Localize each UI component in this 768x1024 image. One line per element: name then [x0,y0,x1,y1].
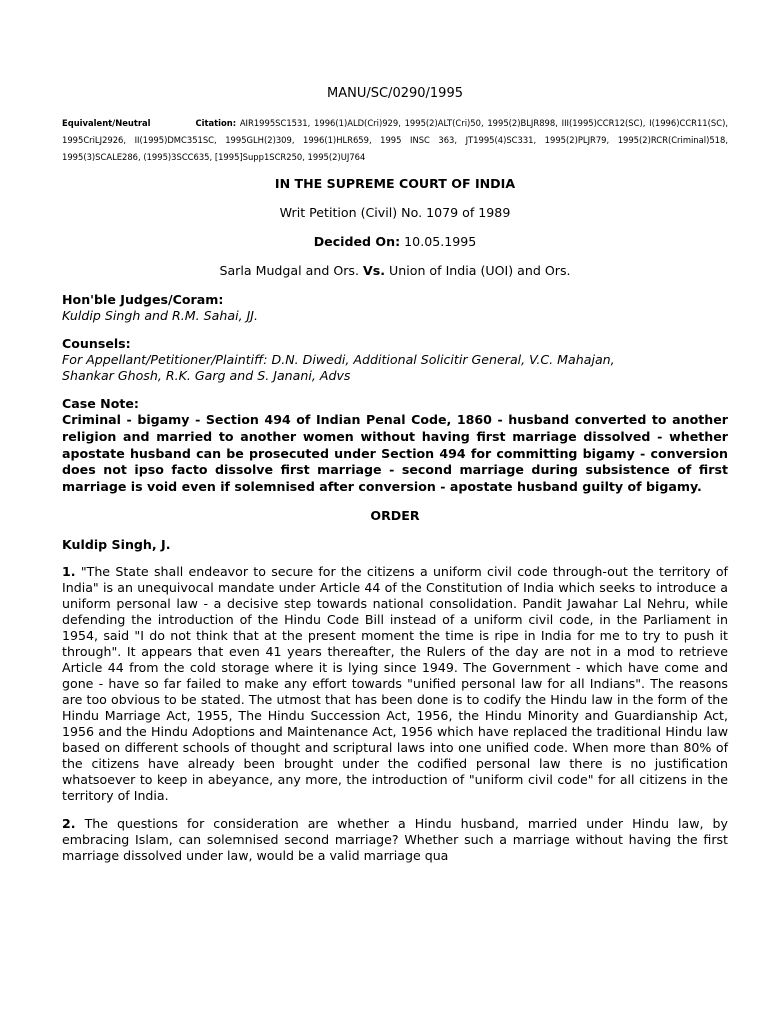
case-parties [62,263,728,278]
decided-on [62,234,728,249]
document-page [62,86,728,876]
citation-list: AIR1995SC1531, 1996(1)ALD(Cri)929, 1995(2)ALT(Cri)50, 1995(2)BLJR898, III(1995)CCR12(SC), I(1996)CCR11(SC), 1995CriLJ2926, II(1995)DMC351SC, 1995GLH(2)309, 1996(1)HLR659, 1995 INSC 363, JT1995(4)SC331, 1995(2)PLJR79, 1995(2)RCR(Criminal)518, 1995(3)SCALE286, (1995)3SCC635, [1995]Supp1SCR250, 1995(2)UJ764 [62,118,728,162]
court-name: IN THE SUPREME COURT OF INDIA [274,176,516,191]
case-note-text: Criminal - bigamy - Section 494 of Indian Penal Code, 1860 - husband converted to another religion and married to another women without having first marriage dissolved - whether apostate husband can be prosecuted under Section 494 for committing bigamy - conversion does not ipso facto dissolve first marriage - second marriage during subsistence of first marriage is void even if solemnised after conversion - apostate husband guilty of bigamy. [62,412,728,495]
counsels-line-2: Shankar Ghosh, R.K. Garg and S. Janani, Advs [62,368,351,383]
case-note-label: Case Note: [62,396,139,411]
case-note-section [62,396,728,496]
judges-section [62,292,728,324]
paragraph-text: The questions for consideration are whether a Hindu husband, married under Hindu law, by embracing Islam, can solemnised second marriage? Whether such a marriage without having the first marriage dissolved under law, would be a valid marriage qua [62,815,728,863]
paragraph-number: 2. [62,815,76,831]
petitioner: Sarla Mudgal and Ors. [219,263,359,278]
judges-label: Hon'ble Judges/Coram: [62,292,224,307]
petition-number: Writ Petition (Civil) No. 1079 of 1989 [279,205,511,220]
counsels-line-1: For Appellant/Petitioner/Plaintiff: D.N. Diwedi, Additional Solicitir General, V.C. Mahajan, [62,352,615,367]
paragraph-text: "The State shall endeavor to secure for the citizens a uniform civil code through-out the territory of India" is an unequivocal mandate under Article 44 of the Constitution of India which seeks to introduce a uniform personal law - a decisive step towards national consolidation. Pandit Jawahar Lal Nehru, while defending the introduction of the Hindu Code Bill instead of a uniform civil code, in the Parliament in 1954, said "I do not think that at the present moment the time is ripe in India for me to try to push it through". It appears that even 41 years thereafter, the Rulers of the day are not in a mod to retrieve Article 44 from the cold storage where it is lying since 1949. The Government - which have come and gone - have so far failed to make any effort towards "unified personal law for all Indians". The reasons are too obvious to be stated. The utmost that has been done is to codify the Hindu law in the form of the Hindu Marriage Act, 1955, The Hindu Succession Act, 1956, the Hindu Minority and Guardianship Act, 1956 and the Hindu Adoptions and Maintenance Act, 1956 which have replaced the traditional Hindu law based on different schools of thought and scriptural laws into one unified code. When more than 80% of the citizens have already been brought under the codified personal law there is no justification whatsoever to keep in abeyance, any more, the introduction of "uniform civil code" for all citizens in the territory of India. [62,563,728,803]
paragraph-number: 1. [62,563,76,579]
respondent: Union of India (UOI) and Ors. [389,263,571,278]
order-heading: ORDER [370,507,420,523]
citation-block [62,115,728,166]
versus: Vs. [363,263,386,278]
decided-label: Decided On: [313,234,401,249]
citation-label: Citation: [195,118,237,128]
citation-label-equivalent: Equivalent/Neutral [62,118,151,128]
counsels-section [62,336,728,384]
counsels-label: Counsels: [62,336,131,351]
order-author: Kuldip Singh, J. [62,536,171,552]
paragraph-2 [62,816,728,864]
decided-date: 10.05.1995 [404,234,477,249]
paragraph-1 [62,564,728,804]
judges-names: Kuldip Singh and R.M. Sahai, JJ. [62,308,259,323]
document-id: MANU/SC/0290/1995 [327,86,463,101]
